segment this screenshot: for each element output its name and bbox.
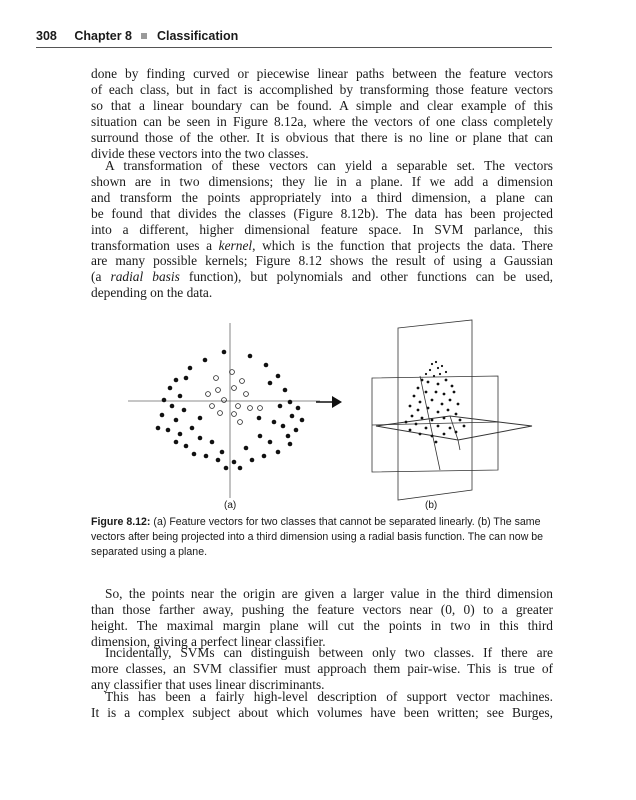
text-line	[91, 269, 553, 285]
text-line: It is a complex subject about which volumes have been written; see Burges,	[91, 704, 553, 720]
header-separator	[141, 33, 147, 39]
chapter-label: Chapter 8	[74, 29, 132, 43]
arrow-head-icon	[332, 396, 342, 408]
text-line: so that a linear boundary can be found. A simple and clear example of this	[91, 97, 553, 113]
figure-8-12	[120, 318, 540, 514]
figure-caption	[91, 515, 553, 561]
running-header	[36, 29, 552, 48]
text-run: function), but polynomials and other functions can be used,	[179, 269, 553, 285]
text-line: situation can be seen in Figure 8.12a, where the vectors of one class completely	[91, 113, 553, 129]
text-line: A transformation of these vectors can yield a separable set. The vectors	[105, 158, 553, 173]
plane-edge	[458, 440, 460, 450]
text-line: So, the points near the origin are given a larger value in the third dimension	[105, 586, 553, 601]
text-line: than those farther away, pushing the feature vectors near (0, 0) to a greater	[91, 601, 553, 617]
text-run: (a	[91, 269, 111, 285]
text-run: , which is the function that projects the data. There	[252, 237, 553, 253]
vertical-plane	[398, 320, 472, 500]
projected-points	[405, 361, 466, 444]
panel-b-plot	[372, 320, 532, 500]
paragraph-3	[91, 586, 553, 650]
text-line	[91, 238, 553, 254]
paragraph-4	[91, 645, 553, 693]
subfigure-label-b: (b)	[425, 500, 438, 511]
paragraph-5	[91, 689, 553, 721]
term-radial-basis: radial basis	[110, 269, 180, 285]
text-line: be found that divides the classes (Figure 8.12b). The data has been projected	[91, 205, 553, 221]
text-line: surround those of the other. It is obvious that there is no line or plane that can	[91, 129, 553, 145]
caption-label: Figure 8.12:	[91, 516, 151, 528]
text-line: This has been a fairly high-level description of support vector machines.	[105, 689, 553, 704]
panel-a-plot	[128, 323, 342, 498]
section-label: Classification	[156, 29, 239, 43]
text-line: depending on the data.	[91, 285, 213, 301]
text-line: Incidentally, SVMs can distinguish between only two classes. If there are	[105, 645, 553, 660]
text-line: and transform the points appropriately into a third dimension, a plane can	[91, 189, 553, 205]
caption-text: (a) Feature vectors for two classes that cannot be separated linearly. (b) The same vectors after being projected into a third dimension using a radial basis function. The can now be separated using a plane.	[91, 516, 544, 559]
text-line: of each class, but in fact is accomplished by transforming those feature vectors	[91, 81, 553, 97]
text-line: divide these vectors into the two classes.	[91, 145, 309, 161]
text-line: any classifier that uses linear discriminants.	[91, 676, 325, 692]
text-line: more classes, an SVM classifier must approach them pair-wise. This is true of	[91, 660, 553, 676]
text-line: done by finding curved or piecewise linear paths between the feature vectors	[91, 66, 553, 81]
text-line: into a different, higher dimensional feature space. In SVM parlance, this	[91, 221, 553, 237]
text-run: transformation uses a	[91, 237, 219, 253]
paragraph-1	[91, 66, 553, 161]
plane-axis	[420, 376, 440, 470]
paragraph-2	[91, 158, 553, 301]
text-line: shown are in two dimensions; they lie in a plane. If we add a dimension	[91, 173, 553, 189]
term-kernel: kernel	[218, 237, 253, 253]
subfigure-label-a: (a)	[224, 500, 237, 511]
text-line: are many possible kernels; Figure 8.12 shows the result of using a Gaussian	[91, 253, 553, 269]
page-number: 308	[36, 29, 57, 43]
inner-class-points	[206, 370, 263, 425]
text-line: dimension, giving a perfect linear classifier.	[91, 633, 326, 649]
text-line: height. The maximal margin plane will cut the points in two in this third	[91, 617, 553, 633]
